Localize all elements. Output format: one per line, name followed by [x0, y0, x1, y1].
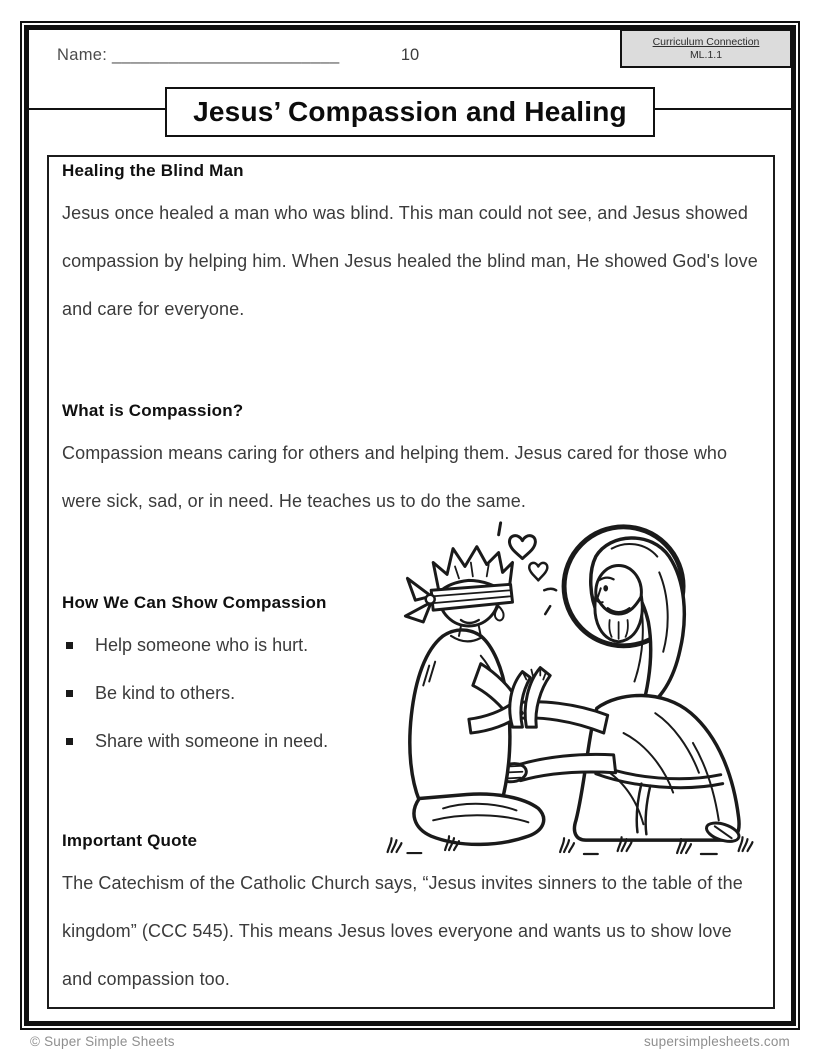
- page-title: Jesus’ Compassion and Healing: [165, 87, 655, 137]
- page-number: 10: [400, 46, 420, 64]
- title-banner: [29, 87, 791, 137]
- compassion-bullet-list: [62, 621, 392, 765]
- section-heading-show-compassion: How We Can Show Compassion: [62, 593, 327, 612]
- section-body-quote: The Catechism of the Catholic Church says, “Jesus invites sinners to the table of the kingdom” (CCC 545). This means Jesus loves everyone and wants us to show love and compassion too.: [62, 873, 743, 989]
- heart-icon: [509, 536, 535, 559]
- list-item: Help someone who is hurt.: [62, 621, 392, 669]
- page-footer: [30, 1034, 790, 1049]
- jesus-healing-illustration: [373, 505, 771, 857]
- footer-website: supersimplesheets.com: [643, 1034, 790, 1049]
- name-label: Name:: [57, 46, 108, 64]
- section-heading-healing: Healing the Blind Man: [62, 161, 244, 180]
- section-heading-compassion: What is Compassion?: [62, 401, 244, 420]
- page-inner-frame: [24, 25, 796, 1026]
- curriculum-connection-title: Curriculum Connection: [652, 35, 760, 48]
- curriculum-connection-code: ML.1.1: [689, 48, 723, 61]
- worksheet-content-box: [47, 155, 775, 1009]
- section-body-compassion: Compassion means caring for others and helping them. Jesus cared for those who were sick, sad, or in need. He teaches us to do the same.: [62, 443, 728, 511]
- list-item: Share with someone in need.: [62, 717, 392, 765]
- curriculum-connection-box: [620, 29, 792, 68]
- heart-icon: [529, 563, 547, 580]
- page-frame: [20, 21, 800, 1030]
- footer-copyright: © Super Simple Sheets: [30, 1034, 175, 1049]
- section-heading-quote: Important Quote: [62, 831, 198, 850]
- section-body-healing: Jesus once healed a man who was blind. This man could not see, and Jesus showed compassion by helping him. When Jesus healed the blind man, He showed God's love and care for everyone.: [62, 203, 758, 319]
- name-blank-line: ________________________: [112, 46, 340, 64]
- list-item: Be kind to others.: [62, 669, 392, 717]
